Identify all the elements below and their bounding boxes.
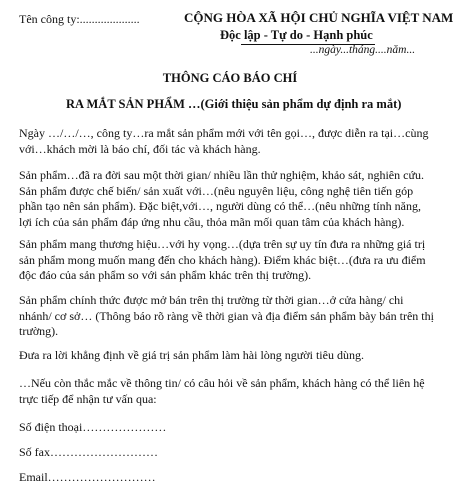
paragraph-sale-info (19, 293, 449, 340)
paragraph-line: Ngày …/…/…, công ty…ra mắt sản phẩm mới với tên gọi…, được diễn ra tại…cùng (19, 126, 429, 140)
paragraph-contact-intro (19, 376, 449, 407)
document-title: THÔNG CÁO BÁO CHÍ (162, 71, 298, 85)
paragraph-line: sản phẩm mong muốn mang đến cho khách hàng). Điểm khác biệt…(đưa ra ưu điểm (19, 252, 426, 267)
paragraph-line: lợi ích của sản phẩm đáp ứng nhu cầu, thỏa mãn mối quan tâm của khách hàng). (19, 214, 405, 229)
national-motto: Độc lập - Tự do - Hạnh phúc (220, 28, 373, 42)
paragraph-line: với…khách mời là báo chí, đối tác và khách hàng. (19, 141, 261, 156)
paragraph-brand (19, 237, 449, 284)
fax-field: Số fax……………………… (19, 445, 158, 459)
document-subtitle: RA MẮT SẢN PHẨM …(Giới thiệu sản phẩm dự định ra mắt) (66, 97, 402, 111)
paragraph-line: Sản phẩm mang thương hiệu…với hy vọng…(dựa trên sự uy tín đưa ra những giá trị (19, 237, 426, 251)
paragraph-line: Sản phẩm chính thức được mở bán trên thị trường từ thời gian…ở cửa hàng/ chi (19, 293, 404, 307)
company-name-field: Tên công ty:.................... (19, 12, 140, 26)
phone-field: Số điện thoại………………… (19, 420, 167, 434)
paragraph-value-statement (19, 348, 449, 364)
paragraph-line: …Nếu còn thắc mắc về thông tin/ có câu hỏi về sản phẩm, khách hàng có thể liên hệ (19, 376, 425, 390)
national-title: CỘNG HÒA XÃ HỘI CHỦ NGHĨA VIỆT NAM (184, 10, 454, 25)
paragraph-line: Sản phẩm được chế biến/ sản xuất với…(nêu nguyên liệu, công nghệ tiên tiến góp (19, 183, 414, 198)
email-field: Email……………………… (19, 470, 156, 484)
paragraph-line: độc đáo của sản phẩm so với sản phẩm khác trên thị trường). (19, 268, 312, 282)
paragraph-line: phần tạo nên sản phẩm). Đặc biệt,với…, người dùng có thể…(nêu những tính năng, (19, 199, 421, 213)
paragraph-line: Đưa ra lời khẳng định về giá trị sản phẩm làm hài lòng người tiêu dùng. (19, 348, 364, 362)
paragraph-launch-info (19, 126, 449, 157)
paragraph-line: trực tiếp để nhận tư vấn qua: (19, 391, 157, 406)
paragraph-product-development (19, 168, 449, 230)
date-line: ...ngày...tháng....năm... (310, 44, 416, 56)
paragraph-line: trường). (19, 324, 59, 338)
paragraph-line: nhánh/ cơ sở… (Thông báo rõ ràng về thời gian và địa điểm sản phẩm bày bán trên thị (19, 308, 434, 323)
paragraph-line: Sản phẩm…đã ra đời sau một thời gian/ nhiều lần thử nghiệm, khảo sát, nghiên cứu. (19, 168, 424, 182)
